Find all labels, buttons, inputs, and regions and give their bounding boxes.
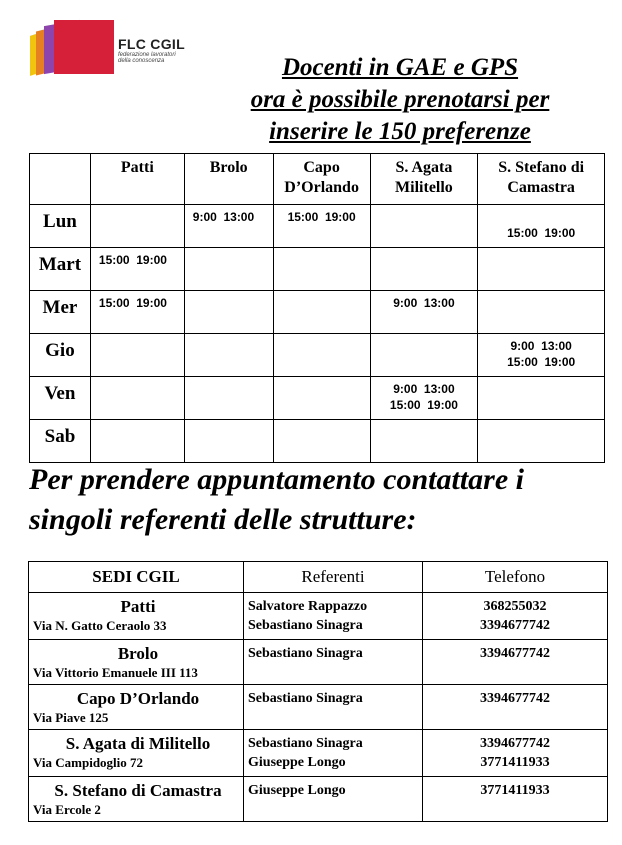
phone-number: 3394677742 bbox=[480, 736, 550, 751]
phone-number: 3771411933 bbox=[480, 755, 550, 770]
referente-name: Giuseppe Longo bbox=[248, 755, 346, 770]
schedule-row bbox=[30, 334, 605, 377]
title-line-3: inserire le 150 preferenze bbox=[269, 118, 531, 145]
sede-cell bbox=[29, 777, 244, 822]
page-title bbox=[200, 52, 600, 148]
schedule-header-row bbox=[30, 154, 605, 205]
phone-number: 3771411933 bbox=[480, 783, 550, 798]
schedule-column-header: Patti bbox=[90, 154, 184, 205]
sede-address: Via N. Gatto Ceraolo 33 bbox=[33, 618, 167, 633]
schedule-column-header: S. Agata Militello bbox=[370, 154, 478, 205]
telefono-cell bbox=[423, 640, 608, 685]
sede-address: Via Vittorio Emanuele III 113 bbox=[33, 665, 198, 680]
time-slot: 9:00 13:00 15:00 19:00 bbox=[370, 377, 478, 420]
contact-row bbox=[29, 730, 608, 777]
schedule-row bbox=[30, 205, 605, 248]
time-slot: 15:00 19:00 bbox=[90, 248, 184, 291]
time-slot bbox=[184, 334, 273, 377]
contact-instructions: Per prendere appuntamento contattare i singoli referenti delle strutture: bbox=[29, 463, 524, 536]
time-slot: 9:00 13:00 bbox=[184, 205, 273, 248]
schedule-row bbox=[30, 291, 605, 334]
time-slot: 15:00 19:00 bbox=[478, 205, 605, 248]
contacts-header-sedi: SEDI CGIL bbox=[29, 562, 244, 593]
referente-name: Sebastiano Sinagra bbox=[248, 646, 363, 661]
sede-address: Via Piave 125 bbox=[33, 710, 109, 725]
schedule-row bbox=[30, 420, 605, 463]
time-slot bbox=[478, 420, 605, 463]
title-line-2: ora è possibile prenotarsi per bbox=[250, 86, 550, 113]
flc-cgil-logo bbox=[30, 18, 190, 80]
time-slot bbox=[478, 291, 605, 334]
time-slot bbox=[184, 291, 273, 334]
time-slot bbox=[478, 377, 605, 420]
telefono-cell bbox=[423, 777, 608, 822]
logo-tagline: federazione lavoratori della conoscenza bbox=[118, 52, 176, 64]
referente-name: Sebastiano Sinagra bbox=[248, 691, 363, 706]
contact-row bbox=[29, 685, 608, 730]
phone-number: 3394677742 bbox=[480, 691, 550, 706]
contacts-header-telefono: Telefono bbox=[423, 562, 608, 593]
phone-number: 3394677742 bbox=[480, 646, 550, 661]
time-slot bbox=[273, 377, 370, 420]
referenti-cell bbox=[244, 730, 423, 777]
sede-name: Capo D’Orlando bbox=[76, 689, 200, 708]
phone-number: 368255032 bbox=[483, 599, 547, 614]
schedule-column-header: Brolo bbox=[184, 154, 273, 205]
time-slot bbox=[90, 377, 184, 420]
day-label: Lun bbox=[30, 205, 91, 248]
telefono-cell bbox=[423, 730, 608, 777]
schedule-column-header: Capo D’Orlando bbox=[273, 154, 370, 205]
sede-address: Via Campidoglio 72 bbox=[33, 755, 144, 770]
sede-cell bbox=[29, 730, 244, 777]
sede-name: S. Stefano di Camastra bbox=[54, 781, 222, 800]
time-slot bbox=[273, 291, 370, 334]
contacts-header-referenti: Referenti bbox=[244, 562, 423, 593]
sede-name: Patti bbox=[120, 597, 156, 616]
schedule-table bbox=[29, 153, 605, 463]
sede-name: Brolo bbox=[117, 644, 159, 663]
contact-row bbox=[29, 593, 608, 640]
sede-address: Via Ercole 2 bbox=[33, 802, 101, 817]
time-slot bbox=[370, 248, 478, 291]
day-label: Mer bbox=[30, 291, 91, 334]
schedule-corner-cell bbox=[30, 154, 91, 205]
time-slot bbox=[273, 248, 370, 291]
time-slot bbox=[90, 205, 184, 248]
schedule-row bbox=[30, 248, 605, 291]
referente-name: Giuseppe Longo bbox=[248, 783, 346, 798]
day-label: Mart bbox=[30, 248, 91, 291]
referente-name: Salvatore Rappazzo bbox=[248, 599, 368, 614]
day-label: Ven bbox=[30, 377, 91, 420]
sede-cell bbox=[29, 685, 244, 730]
time-slot bbox=[478, 248, 605, 291]
telefono-cell bbox=[423, 593, 608, 640]
time-slot bbox=[184, 420, 273, 463]
time-slot bbox=[370, 205, 478, 248]
time-slot: 15:00 19:00 bbox=[90, 291, 184, 334]
time-slot bbox=[184, 377, 273, 420]
contact-row bbox=[29, 777, 608, 822]
time-slot: 15:00 19:00 bbox=[273, 205, 370, 248]
schedule-row bbox=[30, 377, 605, 420]
telefono-cell bbox=[423, 685, 608, 730]
day-label: Gio bbox=[30, 334, 91, 377]
time-slot bbox=[90, 334, 184, 377]
phone-number: 3394677742 bbox=[480, 618, 550, 633]
contact-row bbox=[29, 640, 608, 685]
referenti-cell bbox=[244, 640, 423, 685]
time-slot bbox=[370, 334, 478, 377]
time-slot bbox=[273, 420, 370, 463]
time-slot bbox=[370, 420, 478, 463]
time-slot: 9:00 13:00 bbox=[370, 291, 478, 334]
contacts-header-row bbox=[29, 562, 608, 593]
sede-cell bbox=[29, 593, 244, 640]
time-slot bbox=[273, 334, 370, 377]
day-label: Sab bbox=[30, 420, 91, 463]
referenti-cell bbox=[244, 777, 423, 822]
time-slot bbox=[184, 248, 273, 291]
schedule-column-header: S. Stefano di Camastra bbox=[478, 154, 605, 205]
logo-brand: FLC CGIL bbox=[118, 36, 185, 52]
referente-name: Sebastiano Sinagra bbox=[248, 618, 363, 633]
sede-cell bbox=[29, 640, 244, 685]
referenti-cell bbox=[244, 685, 423, 730]
title-line-1: Docenti in GAE e GPS bbox=[281, 54, 519, 81]
sede-name: S. Agata di Militello bbox=[65, 734, 211, 753]
time-slot bbox=[90, 420, 184, 463]
referenti-cell bbox=[244, 593, 423, 640]
contacts-table bbox=[28, 561, 608, 822]
time-slot: 9:00 13:00 15:00 19:00 bbox=[478, 334, 605, 377]
referente-name: Sebastiano Sinagra bbox=[248, 736, 363, 751]
